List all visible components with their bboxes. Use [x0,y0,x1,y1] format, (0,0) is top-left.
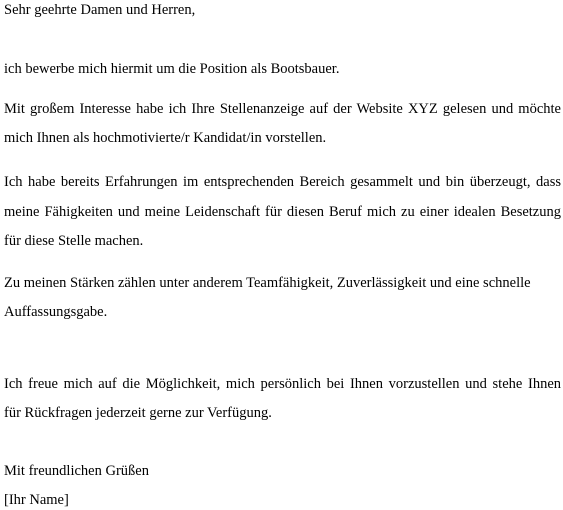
paragraph-line: für diese Stelle machen. [4,233,144,249]
paragraph-line: Ich freue mich auf die Möglichkeit, mich persönlich bei Ihnen vorzustellen und stehe Ihnen [4,376,561,392]
signature-placeholder: [Ihr Name] [4,492,69,508]
paragraph-line: Auffassungsgabe. [4,304,108,320]
paragraph-line: meine Fähigkeiten und meine Leidenschaft für diesen Beruf mich zu einer idealen Besetzung [4,204,561,220]
valediction: Mit freundlichen Grüßen [4,463,149,479]
paragraph-line: Zu meinen Stärken zählen unter anderem Teamfähigkeit, Zuverlässigkeit und eine schnelle [4,275,531,291]
paragraph-line: für Rückfragen jederzeit gerne zur Verfügung. [4,405,272,421]
salutation: Sehr geehrte Damen und Herren, [4,2,196,18]
paragraph-line: Ich habe bereits Erfahrungen im entsprechenden Bereich gesammelt und bin überzeugt, dass [4,174,561,190]
intro-sentence: ich bewerbe mich hiermit um die Position als Bootsbauer. [4,61,340,77]
paragraph-line: Mit großem Interesse habe ich Ihre Stellenanzeige auf der Website XYZ gelesen und möchte [4,101,561,117]
paragraph-line: mich Ihnen als hochmotivierte/r Kandidat/in vorstellen. [4,130,327,146]
